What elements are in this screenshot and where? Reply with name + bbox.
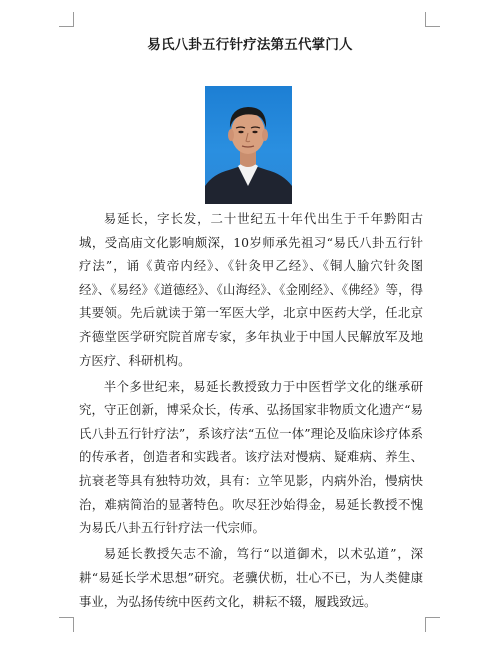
page-title: 易氏八卦五行针疗法第五代掌门人 [147,37,353,53]
crop-mark-bottom-left [59,617,74,632]
crop-mark-top-right [425,12,440,27]
portrait-photo [205,86,292,204]
crop-mark-top-left [59,12,74,27]
crop-mark-bottom-right [425,617,440,632]
paragraph-1: 易延长，字长发，二十世纪五十年代出生于千年黔阳古城，受高庙文化影响颇深，10岁师承先祖习“易氏八卦五行针疗法”，诵《黄帝内经》、《针灸甲乙经》、《铜人腧穴针灸图经》、《易经》《道德经》、《山海经》、《金刚经》、《佛经》等，得其要领。先后就读于第一军医大学，北京中医药大学，任北京齐德堂医学研究院首席专家，多年执业于中国人民解放军及地方医疗、科研机构。 [79,211,423,368]
biography-text [79,207,423,616]
paragraph-3: 易延长教授矢志不渝，笃行“以道御术，以术弘道”，深耕“易延长学术思想”研究。老骥伏枥，壮心不已，为人类健康事业，为弘扬传统中医药文化，耕耘不辍，履践致远。 [79,546,423,609]
paragraph-2: 半个多世纪来，易延长教授致力于中医哲学文化的继承研究，守正创新，博采众长，传承、弘扬国家非物质文化遗产“易氏八卦五行针疗法”，系该疗法“五位一体”理论及临床诊疗体系的传承者，创造者和实践者。该疗法对慢病、疑难病、养生、抗衰老等具有独特功效，具有：立竿见影，内病外治，慢病快治，难病简治的显著特色。吹尽狂沙始得金，易延长教授不愧为易氏八卦五行针疗法一代宗师。 [79,378,423,536]
portrait-illustration [205,86,292,204]
